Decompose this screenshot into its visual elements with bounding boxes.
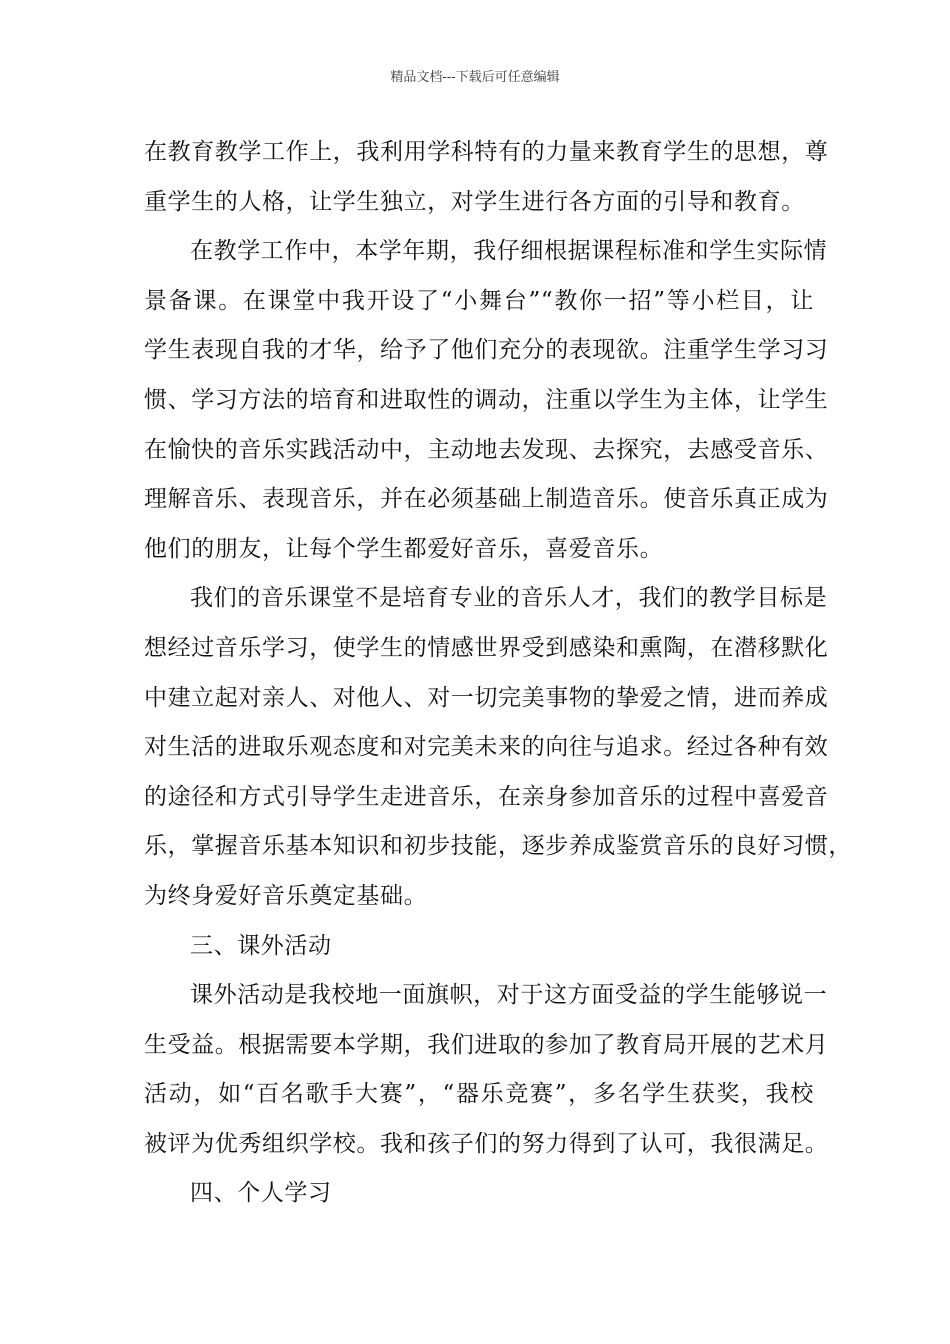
text-line: 为终身爱好音乐奠定基础。 [144,882,428,909]
text-line: 理解音乐、表现音乐，并在必须基础上制造音乐。使音乐真正成为 [144,486,829,513]
text-line: 的途径和方式引导学生走进音乐，在亲身参加音乐的过程中喜爱音 [144,783,829,810]
text-line: 想经过音乐学习，使学生的情感世界受到感染和熏陶，在潜移默化 [144,634,829,661]
text-line: 对生活的进取乐观态度和对完美未来的向往与追求。经过各种有效 [144,734,829,761]
text-line: 活动，如“百名歌手大赛”，“器乐竞赛”，多名学生获奖，我校 [144,1081,814,1108]
text-line: 乐，掌握音乐基本知识和初步技能，逐步养成鉴赏音乐的良好习惯， [144,833,852,860]
page-header: 精品文档---下载后可任意编辑 [390,70,560,85]
text-line: 景备课。在课堂中我开设了“小舞台”“教你一招”等小栏目，让 [144,287,814,314]
text-line: 在愉快的音乐实践活动中，主动地去发现、去探究，去感受音乐、 [144,436,829,463]
text-line: 他们的朋友，让每个学生都爱好音乐，喜爱音乐。 [144,535,664,562]
text-line: 惯、学习方法的培育和进取性的调动，注重以学生为主体，让学生 [144,386,829,413]
text-line: 中建立起对亲人、对他人、对一切完美事物的挚爱之情，进而养成 [144,684,829,711]
document-body [144,128,852,1219]
text-line: 被评为优秀组织学校。我和孩子们的努力得到了认可，我很满足。 [144,1130,829,1157]
text-line: 在教育教学工作上，我利用学科特有的力量来教育学生的思想，尊 [144,139,829,165]
text-line: 课外活动是我校地一面旗帜，对于这方面受益的学生能够说一 [190,982,828,1009]
text-line: 生受益。根据需要本学期，我们进取的参加了教育局开展的艺术月 [144,1031,829,1058]
text-line: 三、课外活动 [190,932,332,959]
text-line: 学生表现自我的才华，给予了他们充分的表现欲。注重学生学习习 [144,337,829,364]
text-line: 四、个人学习 [190,1180,332,1207]
text-line: 在教学工作中，本学年期，我仔细根据课程标准和学生实际情 [190,238,828,265]
text-line: 我们的音乐课堂不是培育专业的音乐人才，我们的教学目标是 [190,585,828,612]
text-line: 重学生的人格，让学生独立，对学生进行各方面的引导和教育。 [144,188,805,215]
